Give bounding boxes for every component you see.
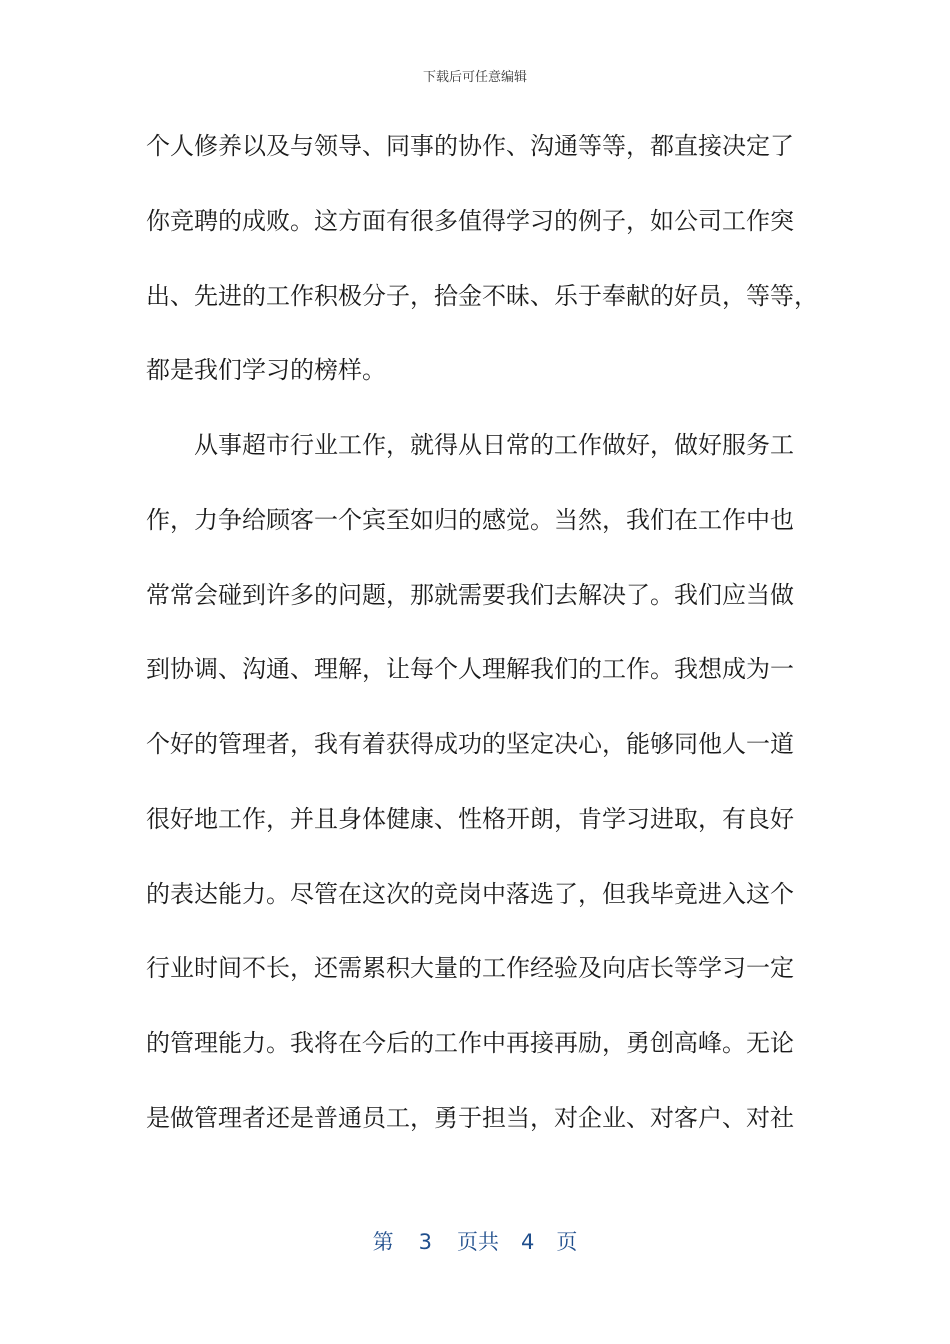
body-line-7: 常常会碰到许多的问题，那就需要我们去解决了。我们应当做 bbox=[146, 581, 794, 609]
footer-middle: 页共 bbox=[457, 1230, 499, 1254]
body-line-10: 很好地工作，并且身体健康、性格开朗，肯学习进取，有良好 bbox=[146, 805, 794, 833]
body-line-1: 个人修养以及与领导、同事的协作、沟通等等，都直接决定了 bbox=[146, 132, 794, 160]
body-line-4: 都是我们学习的榜样。 bbox=[146, 356, 386, 384]
footer-prefix: 第 bbox=[372, 1230, 394, 1254]
body-line-11: 的表达能力。尽管在这次的竞岗中落选了，但我毕竟进入这个 bbox=[146, 880, 794, 908]
paragraph-2-first-line: 从事超市行业工作，就得从日常的工作做好，做好服务工 bbox=[194, 431, 794, 459]
footer-total-pages: 4 bbox=[521, 1230, 535, 1254]
page-footer bbox=[0, 1226, 950, 1256]
body-line-3: 出、先进的工作积极分子，拾金不昧、乐于奉献的好员，等等， bbox=[146, 282, 818, 310]
body-line-13: 的管理能力。我将在今后的工作中再接再励，勇创高峰。无论 bbox=[146, 1029, 794, 1057]
footer-suffix: 页 bbox=[556, 1230, 578, 1254]
body-line-9: 个好的管理者，我有着获得成功的坚定决心，能够同他人一道 bbox=[146, 730, 794, 758]
footer-page-number: 3 bbox=[418, 1230, 432, 1254]
body-line-2: 你竞聘的成败。这方面有很多值得学习的例子，如公司工作突 bbox=[146, 207, 794, 235]
body-line-6: 作，力争给顾客一个宾至如归的感觉。当然，我们在工作中也 bbox=[146, 506, 794, 534]
body-line-8: 到协调、沟通、理解，让每个人理解我们的工作。我想成为一 bbox=[146, 655, 794, 683]
body-line-12: 行业时间不长，还需累积大量的工作经验及向店长等学习一定 bbox=[146, 954, 794, 982]
body-line-14: 是做管理者还是普通员工，勇于担当，对企业、对客户、对社 bbox=[146, 1104, 794, 1132]
page-header: 下载后可任意编辑 bbox=[422, 70, 527, 85]
